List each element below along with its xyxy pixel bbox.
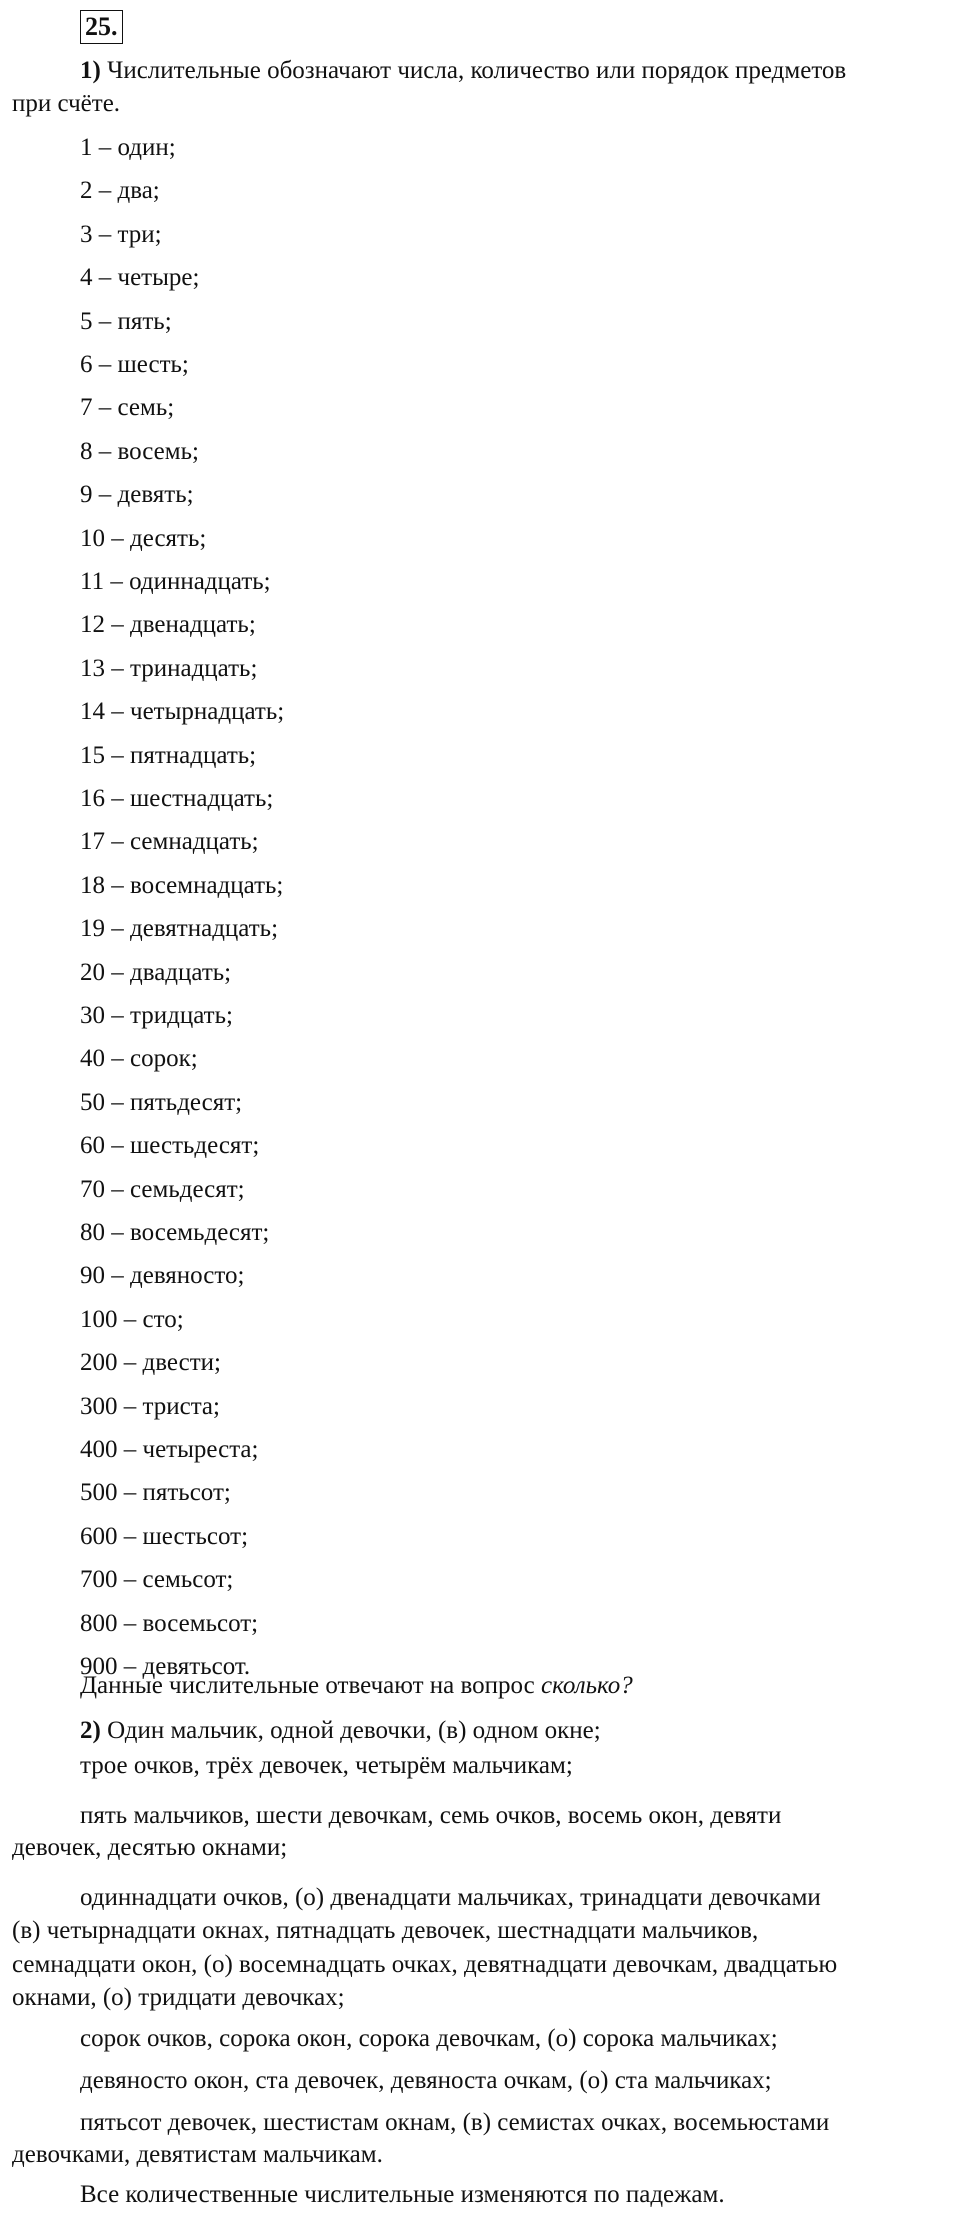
numeral-item: 1 – один;: [80, 134, 176, 161]
numeral-item: 2 – два;: [80, 177, 160, 204]
part1-intro-line1: [80, 56, 846, 86]
numeral-item: 90 – девяносто;: [80, 1262, 245, 1289]
numeral-item: 3 – три;: [80, 221, 162, 248]
numeral-item: 200 – двести;: [80, 1349, 221, 1376]
numeral-item: 500 – пятьсот;: [80, 1479, 231, 1506]
numeral-item: 300 – триста;: [80, 1393, 220, 1420]
numeral-item: 60 – шестьдесят;: [80, 1132, 260, 1159]
part2-p4-line1: сорок очков, сорока окон, сорока девочкам, (о) сорока мальчиках;: [80, 2025, 778, 2052]
part2-p3-line3: семнадцати окон, (о) восемнадцать очках, девятнадцати девочкам, двадцатью: [12, 1951, 838, 1978]
numeral-item: 7 – семь;: [80, 394, 175, 421]
part1-marker: 1): [80, 57, 101, 84]
numeral-item: 700 – семьсот;: [80, 1566, 234, 1593]
part2-p6-line2: девочками, девятистам мальчикам.: [12, 2141, 383, 2168]
numeral-item: 16 – шестнадцать;: [80, 785, 274, 812]
numeral-item: 19 – девятнадцать;: [80, 915, 279, 942]
numeral-item: 17 – семнадцать;: [80, 828, 259, 855]
part2-p1-line2: трое очков, трёх девочек, четырём мальчикам;: [80, 1752, 573, 1779]
numeral-item: 9 – девять;: [80, 481, 194, 508]
numeral-item: 5 – пять;: [80, 308, 172, 335]
numeral-item: 8 – восемь;: [80, 438, 199, 465]
numeral-item: 12 – двенадцать;: [80, 611, 256, 638]
task-number-box: 25.: [80, 10, 123, 44]
numeral-item: 800 – восемьсот;: [80, 1610, 259, 1637]
part2-p6-line1: пятьсот девочек, шестистам окнам, (в) семистах очках, восемьюстами: [80, 2109, 830, 2136]
part2-marker: 2): [80, 1717, 101, 1744]
answer-line: [80, 1671, 633, 1701]
numeral-item: 30 – тридцать;: [80, 1002, 233, 1029]
task-number: [80, 10, 123, 44]
numeral-item: 400 – четыреста;: [80, 1436, 259, 1463]
part2-p2-line2: девочек, десятью окнами;: [12, 1834, 288, 1861]
numeral-item: 80 – восемьдесят;: [80, 1219, 270, 1246]
answer-question: сколько?: [541, 1672, 633, 1699]
part1-intro-line2: при счёте.: [12, 90, 121, 117]
part2-p5-line1: девяносто окон, ста девочек, девяноста очкам, (о) ста мальчиках;: [80, 2067, 772, 2094]
part1-intro-text: Числительные обозначают числа, количество или порядок предметов: [100, 57, 847, 84]
numeral-item: 10 – десять;: [80, 525, 207, 552]
numeral-item: 4 – четыре;: [80, 264, 200, 291]
numeral-item: 100 – сто;: [80, 1306, 184, 1333]
answer-text: Данные числительные отвечают на вопрос: [80, 1672, 541, 1699]
numeral-item: 600 – шестьсот;: [80, 1523, 249, 1550]
numeral-item: 13 – тринадцать;: [80, 655, 258, 682]
part2-p3-line1: одиннадцати очков, (о) двенадцати мальчиках, тринадцати девочками: [80, 1884, 821, 1911]
numeral-item: 40 – сорок;: [80, 1045, 198, 1072]
numeral-item: 14 – четырнадцать;: [80, 698, 285, 725]
numeral-item: 11 – одиннадцать;: [80, 568, 271, 595]
part2-p2-line1: пять мальчиков, шести девочкам, семь очков, восемь окон, девяти: [80, 1802, 782, 1829]
part2-p1-text: Один мальчик, одной девочки, (в) одном окне;: [100, 1717, 601, 1744]
numeral-item: 900 – девятьсот.: [80, 1653, 251, 1680]
numeral-item: 6 – шесть;: [80, 351, 189, 378]
conclusion-line: Все количественные числительные изменяются по падежам.: [80, 2181, 725, 2208]
part2-p3-line4: окнами, (о) тридцати девочках;: [12, 1984, 345, 2011]
numeral-item: 70 – семьдесят;: [80, 1176, 245, 1203]
numeral-item: 18 – восемнадцать;: [80, 872, 284, 899]
part2-p3-line2: (в) четырнадцати окнах, пятнадцать девочек, шестнадцати мальчиков,: [12, 1917, 759, 1944]
numeral-item: 20 – двадцать;: [80, 959, 232, 986]
numeral-item: 50 – пятьдесят;: [80, 1089, 243, 1116]
numeral-item: 15 – пятнадцать;: [80, 742, 257, 769]
part2-p1-line1: [80, 1716, 601, 1746]
